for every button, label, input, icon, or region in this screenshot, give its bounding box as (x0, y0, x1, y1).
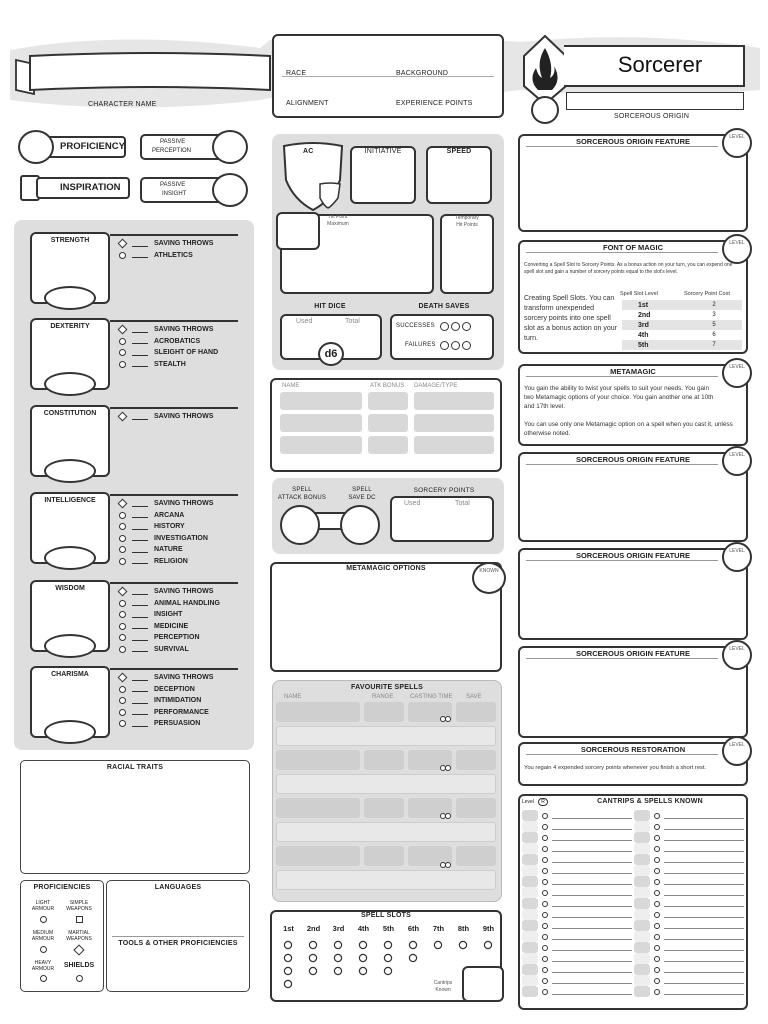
medium-armour: MEDIUM ARMOUR (26, 930, 60, 955)
simple-weapons-checkbox[interactable] (76, 916, 83, 923)
skill-row[interactable]: MEDICINE (116, 621, 220, 633)
skill-row[interactable]: HISTORY (116, 521, 213, 533)
attack-name-header: NAME (282, 383, 300, 389)
spell-dc-label: SPELL SAVE DC (348, 487, 376, 501)
fav-name-header: NAME (284, 694, 302, 700)
spell-known-line[interactable] (542, 854, 632, 865)
slot-table-head-1: Spell Slot Level (620, 291, 658, 297)
attack-damage-header: DAMAGE/TYPE (414, 383, 458, 389)
background-label: BACKGROUND (396, 70, 449, 77)
spell-known-line[interactable] (654, 964, 744, 975)
spell-known-line[interactable] (654, 909, 744, 920)
skill-row[interactable]: PERSUASION (116, 718, 213, 730)
successes-label: SUCCESSES (396, 323, 435, 329)
origin-feature-3[interactable]: SORCEROUS ORIGIN FEATURE LEVEL (518, 548, 748, 640)
hit-point-max-box[interactable] (276, 212, 320, 250)
spell-known-line[interactable] (654, 810, 744, 821)
spell-known-line[interactable] (654, 854, 744, 865)
origin-field (566, 92, 744, 110)
ability-modifier[interactable] (44, 634, 96, 658)
heavy-armour: HEAVY ARMOUR (26, 960, 60, 984)
level-badge: LEVEL (722, 128, 752, 158)
failures-label: FAILURES (405, 342, 436, 348)
slot-table-head-2: Sorcery Point Cost (684, 291, 730, 297)
success-circles[interactable] (440, 322, 471, 331)
attack-name-cell[interactable] (280, 414, 362, 432)
death-saves-box (390, 314, 494, 360)
class-name: Sorcerer (617, 52, 703, 77)
martial-weapons-checkbox[interactable] (73, 944, 84, 955)
fav-save-header: SAVE (466, 694, 482, 700)
favourite-spell-rows (276, 702, 496, 890)
concentration-toggle-icon[interactable] (440, 716, 451, 722)
skill-row[interactable]: SAVING THROWS (116, 586, 220, 598)
spell-known-line[interactable] (654, 843, 744, 854)
font-of-magic: FONT OF MAGIC LEVEL Converting a Spell Slot to Sorcery Points. As a bonus action on your turn, you can expend one spell slot and gain a number of sorcery points equal to the slot's level. Creating Spell Slots. You can transform unexpended sorcery points into one spell slot as a bonus action on your turn. Spell Slot Level Sorcery Point Cost 1st 2 2nd 3 3rd 5 4th 6 5th 7 (518, 240, 748, 354)
spell-known-line[interactable] (542, 931, 632, 942)
ac-label: AC (303, 148, 314, 155)
ability-name: INTELLIGENCE (44, 497, 96, 504)
skill-row[interactable]: SAVING THROWS (116, 672, 213, 684)
spell-known-line[interactable] (542, 865, 632, 876)
fav-spell-desc[interactable] (276, 726, 496, 746)
inspiration-label: INSPIRATION (60, 182, 121, 193)
skill-row[interactable]: SAVING THROWS (116, 324, 218, 336)
fav-range-header: RANGE (372, 694, 394, 700)
ability-modifier[interactable] (44, 286, 96, 310)
hit-dice-label: HIT DICE (314, 303, 346, 310)
attack-bonus-cell[interactable] (368, 436, 408, 454)
spell-known-line[interactable] (654, 876, 744, 887)
spell-slots-label: SPELL SLOTS (361, 912, 411, 919)
spell-known-line[interactable] (654, 953, 744, 964)
skill-row[interactable]: INVESTIGATION (116, 533, 213, 545)
metamagic-options-box[interactable] (270, 562, 502, 672)
origin-feature-4[interactable]: SORCEROUS ORIGIN FEATURE LEVEL (518, 646, 748, 738)
languages-label: LANGUAGES (154, 884, 202, 891)
fav-cast-header: CASTING TIME (410, 694, 453, 700)
passive-insight-label-2: INSIGHT (162, 191, 187, 197)
skill-row[interactable]: INSIGHT (116, 609, 220, 621)
attack-rows (280, 392, 494, 454)
hit-die-type: d6 (318, 342, 344, 366)
origin-feature-1[interactable]: SORCEROUS ORIGIN FEATURE LEVEL (518, 134, 748, 232)
sorcerous-restoration: SORCEROUS RESTORATION LEVEL You regain 4 expended sorcery points whenever you finish a short rest. (518, 742, 748, 786)
medium-armour-checkbox[interactable] (40, 946, 47, 953)
spell-known-line[interactable] (542, 810, 632, 821)
skill-row[interactable]: SAVING THROWS (116, 411, 213, 423)
alignment-label: ALIGNMENT (286, 100, 329, 107)
skill-row[interactable]: PERFORMANCE (116, 707, 213, 719)
spell-known-line[interactable] (542, 964, 632, 975)
skill-row[interactable]: SURVIVAL (116, 644, 220, 656)
fav-spell-range[interactable] (364, 702, 404, 722)
light-armour-checkbox[interactable] (40, 916, 47, 923)
cantrips-level-badge: R (538, 798, 548, 806)
spell-dc-circle[interactable] (340, 505, 380, 545)
cantrips-known-box[interactable] (462, 966, 504, 1002)
passive-perception-box (140, 130, 248, 164)
spell-known-line[interactable] (654, 986, 744, 997)
character-name-label: CHARACTER NAME (88, 101, 157, 108)
spell-known-line[interactable] (542, 843, 632, 854)
level-badge: LEVEL (722, 640, 752, 670)
spell-attack-circle[interactable] (280, 505, 320, 545)
speed-label: SPEED (446, 148, 472, 155)
spell-known-line[interactable] (542, 898, 632, 909)
info-divider (282, 76, 494, 77)
skill-row[interactable]: DECEPTION (116, 684, 213, 696)
spell-known-list-right (634, 810, 744, 997)
favourite-spells-label: FAVOURITE SPELLS (351, 684, 423, 691)
skill-row[interactable]: ATHLETICS (116, 250, 213, 262)
metamagic-known-circle[interactable]: KNOWN (472, 562, 506, 594)
spell-known-list-left (522, 810, 632, 997)
sorcery-used-label: Used (404, 500, 421, 507)
font-of-magic-text: Converting a Spell Slot to Sorcery Points. As a bonus action on your turn, you can expend one spell slot and gain a number of sorcery points equal to the slot's level. (524, 262, 733, 275)
level-badge: LEVEL (722, 542, 752, 572)
passive-perception-label-1: PASSIVE (160, 139, 186, 145)
restoration-text: You regain 4 expended sorcery points whenever you finish a short rest. (524, 765, 707, 771)
hp-max-label: Hit Point Maximum (327, 214, 349, 227)
tools-divider (112, 936, 244, 937)
creating-slots-text: Creating Spell Slots. You can transform unexpended sorcery points into one spell slot as a bonus action on your turn. (524, 295, 618, 342)
experience-label: EXPERIENCE POINTS (396, 100, 473, 107)
metamagic-text-2: You can use only one Metamagic option on a spell when you cast it, unless otherwise noted. (524, 421, 733, 437)
spell-attack-label: SPELL ATTACK BONUS (277, 487, 327, 501)
simple-weapons: SIMPLE WEAPONS (62, 900, 96, 923)
skill-row[interactable]: ACROBATICS (116, 336, 218, 348)
hit-dice-used-label: Used (296, 318, 313, 325)
proficiency-box (18, 130, 128, 164)
attack-damage-cell[interactable] (414, 436, 494, 454)
spell-known-line[interactable] (542, 909, 632, 920)
spell-known-line[interactable] (654, 975, 744, 986)
martial-weapons: MARTIAL WEAPONS (62, 930, 96, 954)
cantrips-known-label: Cantrips Known (433, 980, 453, 993)
cantrips-spells-label: CANTRIPS & SPELLS KNOWN (597, 798, 703, 805)
race-label: RACE (286, 70, 307, 77)
spell-known-line[interactable] (542, 942, 632, 953)
origin-feature-2[interactable]: SORCEROUS ORIGIN FEATURE LEVEL (518, 452, 748, 542)
spell-known-line[interactable] (542, 920, 632, 931)
level-badge: LEVEL (722, 446, 752, 476)
spell-known-line[interactable] (542, 832, 632, 843)
fav-spell-name[interactable] (276, 702, 360, 722)
spell-known-line[interactable] (654, 920, 744, 931)
spell-known-line[interactable] (542, 975, 632, 986)
racial-traits-box[interactable] (20, 760, 250, 874)
proficiency-label: PROFICIENCY (60, 141, 125, 152)
spell-known-line[interactable] (654, 931, 744, 942)
skill-row[interactable]: SAVING THROWS (116, 238, 213, 250)
skill-row[interactable]: PERCEPTION (116, 632, 220, 644)
attack-name-cell[interactable] (280, 436, 362, 454)
sorcery-total-label: Total (455, 500, 470, 507)
attack-bonus-cell[interactable] (368, 392, 408, 410)
level-badge: LEVEL (722, 736, 752, 766)
sorcery-points-label: SORCERY POINTS (413, 487, 475, 494)
metamagic-text-1: You gain the ability to twist your spells to suit your needs. You gain two Metamagic options of your choice. You gain another one at 10th and 17th level. (524, 385, 714, 410)
skill-row[interactable]: ARCANA (116, 510, 213, 522)
skill-row[interactable]: INTIMIDATION (116, 695, 213, 707)
spell-known-line[interactable] (654, 898, 744, 909)
skill-row[interactable]: NATURE (116, 544, 213, 556)
character-name-banner (12, 50, 274, 96)
ability-modifier[interactable] (44, 546, 96, 570)
spell-slot-levels: 1st 2nd 3rd 4th 5th 6th 7th 8th 9th (283, 924, 495, 933)
level-badge: LEVEL (722, 234, 752, 264)
skill-row[interactable]: SAVING THROWS (116, 498, 213, 510)
ability-name: DEXTERITY (50, 323, 90, 330)
light-armour: LIGHT ARMOUR (26, 900, 60, 925)
ability-modifier[interactable] (44, 720, 96, 744)
spell-known-line[interactable] (542, 986, 632, 997)
ability-name: CONSTITUTION (43, 410, 97, 417)
spell-known-line[interactable] (542, 887, 632, 898)
spell-known-line[interactable] (542, 821, 632, 832)
skill-row[interactable]: ANIMAL HANDLING (116, 598, 220, 610)
ability-name: WISDOM (55, 585, 85, 592)
ability-modifier[interactable] (44, 372, 96, 396)
hit-dice-total-label: Total (345, 318, 360, 325)
attack-damage-cell[interactable] (414, 414, 494, 432)
shields-checkbox[interactable] (76, 975, 83, 982)
cantrips-level-label: Level (522, 799, 534, 805)
passive-perception-label-2: PERCEPTION (152, 148, 192, 154)
proficiencies-label: PROFICIENCIES (33, 884, 91, 891)
concentration-toggle-icon[interactable] (440, 862, 451, 868)
attack-bonus-cell[interactable] (368, 414, 408, 432)
skill-row[interactable]: RELIGION (116, 556, 213, 568)
spell-known-line[interactable] (654, 887, 744, 898)
spell-known-line[interactable] (542, 953, 632, 964)
failure-circles[interactable] (440, 341, 471, 350)
skill-row[interactable]: STEALTH (116, 359, 218, 371)
death-saves-label: DEATH SAVES (418, 303, 470, 310)
shields: SHIELDS (60, 962, 98, 987)
metamagic-feature: METAMAGIC LEVEL You gain the ability to twist your spells to suit your needs. You gain two Metamagic options of your choice. You gain another one at 10th and 17th level. You can use only one Metamagic option on a spell when you cast it, unless otherwise noted. (518, 364, 748, 446)
level-badge: LEVEL (722, 358, 752, 388)
origin-label: SORCEROUS ORIGIN (614, 113, 690, 120)
passive-insight-label-1: PASSIVE (160, 182, 186, 188)
ability-name: CHARISMA (51, 671, 89, 678)
fav-spell-save[interactable] (456, 702, 496, 722)
spell-known-line[interactable] (654, 832, 744, 843)
ability-modifier[interactable] (44, 459, 96, 483)
tools-label: TOOLS & OTHER PROFICIENCIES (118, 940, 238, 947)
spell-known-line[interactable] (542, 876, 632, 887)
skill-row[interactable]: SLEIGHT OF HAND (116, 347, 218, 359)
spell-known-line[interactable] (654, 942, 744, 953)
racial-traits-label: RACIAL TRAITS (106, 764, 164, 771)
initiative-label: INITIATIVE (364, 148, 402, 155)
attack-name-cell[interactable] (280, 392, 362, 410)
attack-bonus-header: ATK BONUS (370, 383, 405, 389)
inspiration-box (20, 173, 130, 203)
metamagic-options-label: METAMAGIC OPTIONS (346, 565, 426, 572)
spell-known-line[interactable] (654, 865, 744, 876)
spell-known-line[interactable] (654, 821, 744, 832)
concentration-toggle-icon[interactable] (440, 813, 451, 819)
passive-insight-box (140, 173, 248, 207)
concentration-toggle-icon[interactable] (440, 765, 451, 771)
attack-damage-cell[interactable] (414, 392, 494, 410)
temp-hp-label: Temporary Hit Points (455, 215, 479, 228)
ability-name: STRENGTH (50, 237, 90, 244)
heavy-armour-checkbox[interactable] (40, 975, 47, 982)
